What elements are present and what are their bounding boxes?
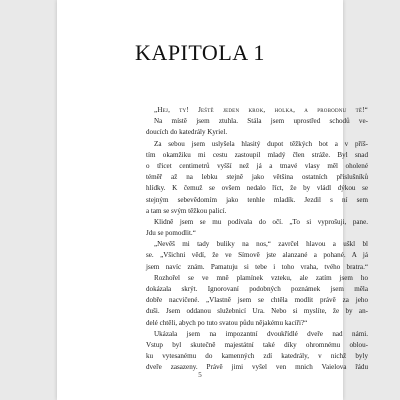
- line-text: dveře zasazeny. Právě jimi vyšel ven mnich Vaielova řádu: [146, 363, 368, 372]
- line-text: delé chtěli, abych po tuto svatou půdu nějakému kacíři?“: [146, 318, 308, 327]
- text-line: [146, 105, 368, 116]
- text-line: [146, 150, 368, 161]
- line-text: dokázala skrýt. Ignorovaní podobných poznámek jsem měla: [146, 285, 368, 293]
- line-text: jsem navíc znám. Pamatuju si tebe i toho vraha, tvého bratra.“: [146, 262, 368, 271]
- line-text: a tam se svým těžkou palicí.: [146, 206, 227, 215]
- line-text: Za sebou jsem uslyšela hlasitý dupot těžkých bot a v příš-: [154, 139, 368, 148]
- text-line: [146, 206, 368, 217]
- line-text: „Nevěš mi tady buliky na nos,“ zavrčel hlavou a uškl bl: [154, 240, 368, 249]
- line-text: Klidně jsem se mu podívala do očí. „To si vyprošuji, pane.: [154, 217, 368, 226]
- text-line: [146, 183, 368, 194]
- line-text: Na místě jsem ztuhla. Stála jsem uprostřed schodů ve-: [154, 117, 368, 126]
- line-text: doucích do katedrály Kyriel.: [146, 128, 228, 137]
- text-line: [146, 239, 368, 250]
- text-line: [146, 295, 368, 306]
- text-line: [146, 340, 368, 351]
- text-line: [146, 329, 368, 340]
- line-text: tím okamžiku mi cestu zastoupil mladý člen stráže. Byl snad: [146, 150, 368, 159]
- page-number: 5: [198, 371, 202, 379]
- line-text: stejným sebevědomím jako tenhle mladík. Jezdil s ní sem: [146, 195, 368, 204]
- text-line: [146, 172, 368, 183]
- small-caps-opening: „Hej, ty! Ještě jeden krok, holka, a probodnu tě!“: [154, 106, 368, 114]
- text-line: [146, 273, 368, 284]
- line-text: Jdu se pomodlit.“: [146, 229, 196, 238]
- line-text: hlídky. K čemuž se ovšem nedalo říct, že by vládl dýkou se: [146, 184, 368, 193]
- line-text: se. „Všichni vědí, že ve Símově jste alanzané a pohané. A já: [146, 251, 368, 260]
- text-line: [146, 306, 368, 317]
- chapter-title: KAPITOLA 1: [135, 40, 265, 65]
- text-line: [146, 161, 368, 172]
- text-line: [146, 217, 368, 228]
- text-line: [146, 195, 368, 206]
- text-line: [146, 127, 368, 138]
- book-page: [57, 0, 368, 400]
- line-text: dobře nacvičené. „Vlastně jsem se chtěla modlit právě za jeho: [146, 296, 368, 305]
- line-text: Ukázala jsem na impozantní dvoukřídlé dveře nad námi.: [154, 329, 368, 338]
- line-text: ku vytesanému do kamenných zdí katedrály, v nichž byly: [146, 352, 368, 361]
- text-line: [146, 139, 368, 150]
- text-line: [146, 262, 368, 273]
- text-line: [146, 228, 368, 239]
- line-text: téměř až na lebku stejně jako většina ostatních příslušníků: [146, 173, 368, 182]
- line-text: duši. Jsem oddanou služebnicí Ura. Nebo si myslíte, že by an-: [146, 307, 368, 316]
- line-text: Rozhořel se ve mně plamínek vzteku, ale zatím jsem ho: [154, 273, 368, 282]
- text-line: [146, 318, 368, 329]
- line-text: Vstup byl skutečně majestátní také díky ohromnému oblou-: [146, 340, 368, 349]
- text-line: [146, 351, 368, 362]
- text-line: [146, 250, 368, 261]
- text-line: [146, 116, 368, 127]
- line-text: o třicet centimetrů vyšší než já a tmavé vlasy měl oholené: [146, 161, 368, 170]
- body-text: [146, 105, 368, 374]
- text-line: [146, 284, 368, 295]
